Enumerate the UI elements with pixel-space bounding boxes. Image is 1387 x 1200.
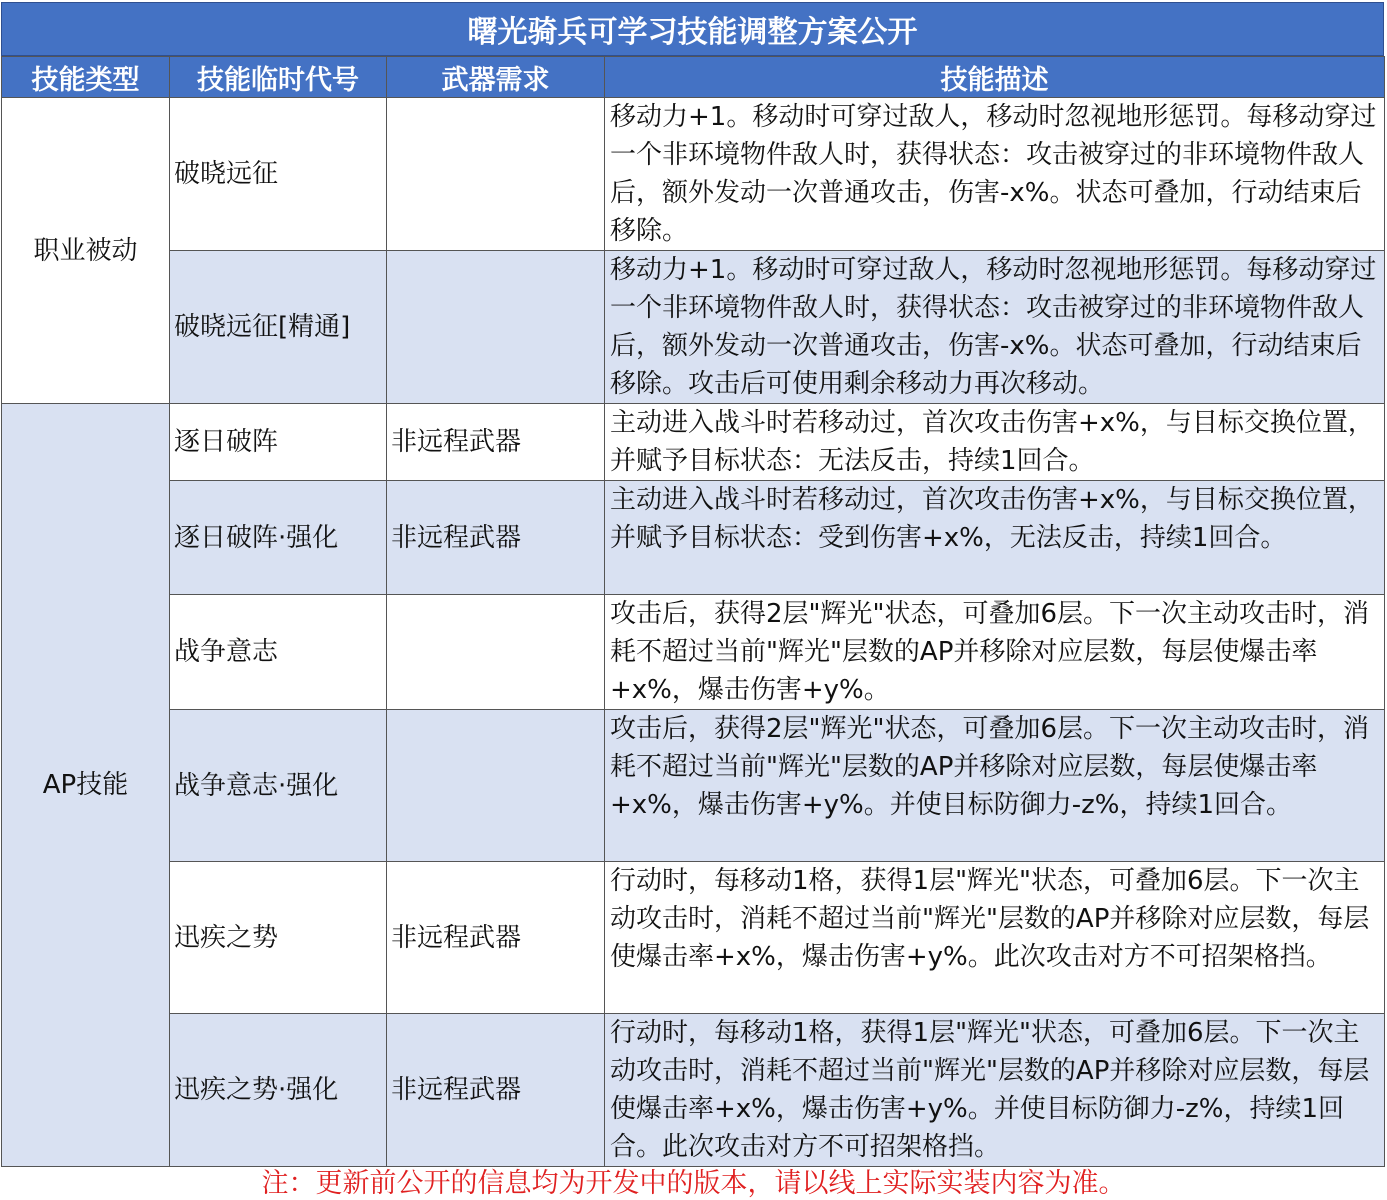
description-cell: 攻击后，获得2层"辉光"状态，可叠加6层。下一次主动攻击时，消耗不超过当前"辉光"层数的AP并移除对应层数，每层使爆击率+x%，爆击伤害+y%。 [605, 595, 1385, 710]
description-cell: 行动时，每移动1格，获得1层"辉光"状态，可叠加6层。下一次主动攻击时，消耗不超过当前"辉光"层数的AP并移除对应层数，每层使爆击率+x%，爆击伤害+y%。并使目标防御力-z%，持续1回合。此次攻击对方不可招架格挡。 [605, 1014, 1385, 1167]
table-row [2, 710, 1385, 862]
description-cell: 行动时，每移动1格，获得1层"辉光"状态，可叠加6层。下一次主动攻击时，消耗不超过当前"辉光"层数的AP并移除对应层数，每层使爆击率+x%，爆击伤害+y%。此次攻击对方不可招架格挡。 [605, 862, 1385, 1014]
weapon-cell [387, 595, 605, 710]
header-skill-type: 技能类型 [2, 57, 170, 98]
table-row [2, 481, 1385, 595]
skill-code-cell: 逐日破阵·强化 [170, 481, 387, 595]
disclaimer-note: 注：更新前公开的信息均为开发中的版本，请以线上实际实装内容为准。 [261, 1167, 1126, 1199]
weapon-cell [387, 251, 605, 404]
table-row [2, 1014, 1385, 1167]
description-cell: 攻击后，获得2层"辉光"状态，可叠加6层。下一次主动攻击时，消耗不超过当前"辉光"层数的AP并移除对应层数，每层使爆击率+x%，爆击伤害+y%。并使目标防御力-z%，持续1回合。 [605, 710, 1385, 862]
weapon-cell: 非远程武器 [387, 481, 605, 595]
weapon-cell: 非远程武器 [387, 862, 605, 1014]
table-row [2, 98, 1385, 251]
weapon-cell: 非远程武器 [387, 404, 605, 481]
description-cell: 移动力+1。移动时可穿过敌人，移动时忽视地形惩罚。每移动穿过一个非环境物件敌人时，获得状态：攻击被穿过的非环境物件敌人后，额外发动一次普通攻击，伤害-x%。状态可叠加，行动结束后移除。攻击后可使用剩余移动力再次移动。 [605, 251, 1385, 404]
weapon-cell [387, 710, 605, 862]
header-weapon-requirement: 武器需求 [387, 57, 605, 98]
table-row [2, 251, 1385, 404]
header-row [2, 57, 1385, 98]
skill-code-cell: 战争意志·强化 [170, 710, 387, 862]
skill-table [1, 56, 1385, 1167]
skill-code-cell: 逐日破阵 [170, 404, 387, 481]
description-cell: 主动进入战斗时若移动过，首次攻击伤害+x%，与目标交换位置，并赋予目标状态：无法反击，持续1回合。 [605, 404, 1385, 481]
header-skill-code: 技能临时代号 [170, 57, 387, 98]
table-title: 曙光骑兵可学习技能调整方案公开 [1, 2, 1384, 56]
skill-code-cell: 战争意志 [170, 595, 387, 710]
weapon-cell: 非远程武器 [387, 1014, 605, 1167]
skill-code-cell: 破晓远征[精通] [170, 251, 387, 404]
description-cell: 主动进入战斗时若移动过，首次攻击伤害+x%，与目标交换位置，并赋予目标状态：受到伤害+x%，无法反击，持续1回合。 [605, 481, 1385, 595]
skill-code-cell: 迅疾之势 [170, 862, 387, 1014]
group-cell-ap: AP技能 [2, 404, 170, 1167]
weapon-cell [387, 98, 605, 251]
group-cell-passive: 职业被动 [2, 98, 170, 404]
description-cell: 移动力+1。移动时可穿过敌人，移动时忽视地形惩罚。每移动穿过一个非环境物件敌人时，获得状态：攻击被穿过的非环境物件敌人后，额外发动一次普通攻击，伤害-x%。状态可叠加，行动结束后移除。 [605, 98, 1385, 251]
table-row [2, 595, 1385, 710]
header-skill-description: 技能描述 [605, 57, 1385, 98]
table-row [2, 862, 1385, 1014]
skill-code-cell: 破晓远征 [170, 98, 387, 251]
table-row [2, 404, 1385, 481]
skill-code-cell: 迅疾之势·强化 [170, 1014, 387, 1167]
